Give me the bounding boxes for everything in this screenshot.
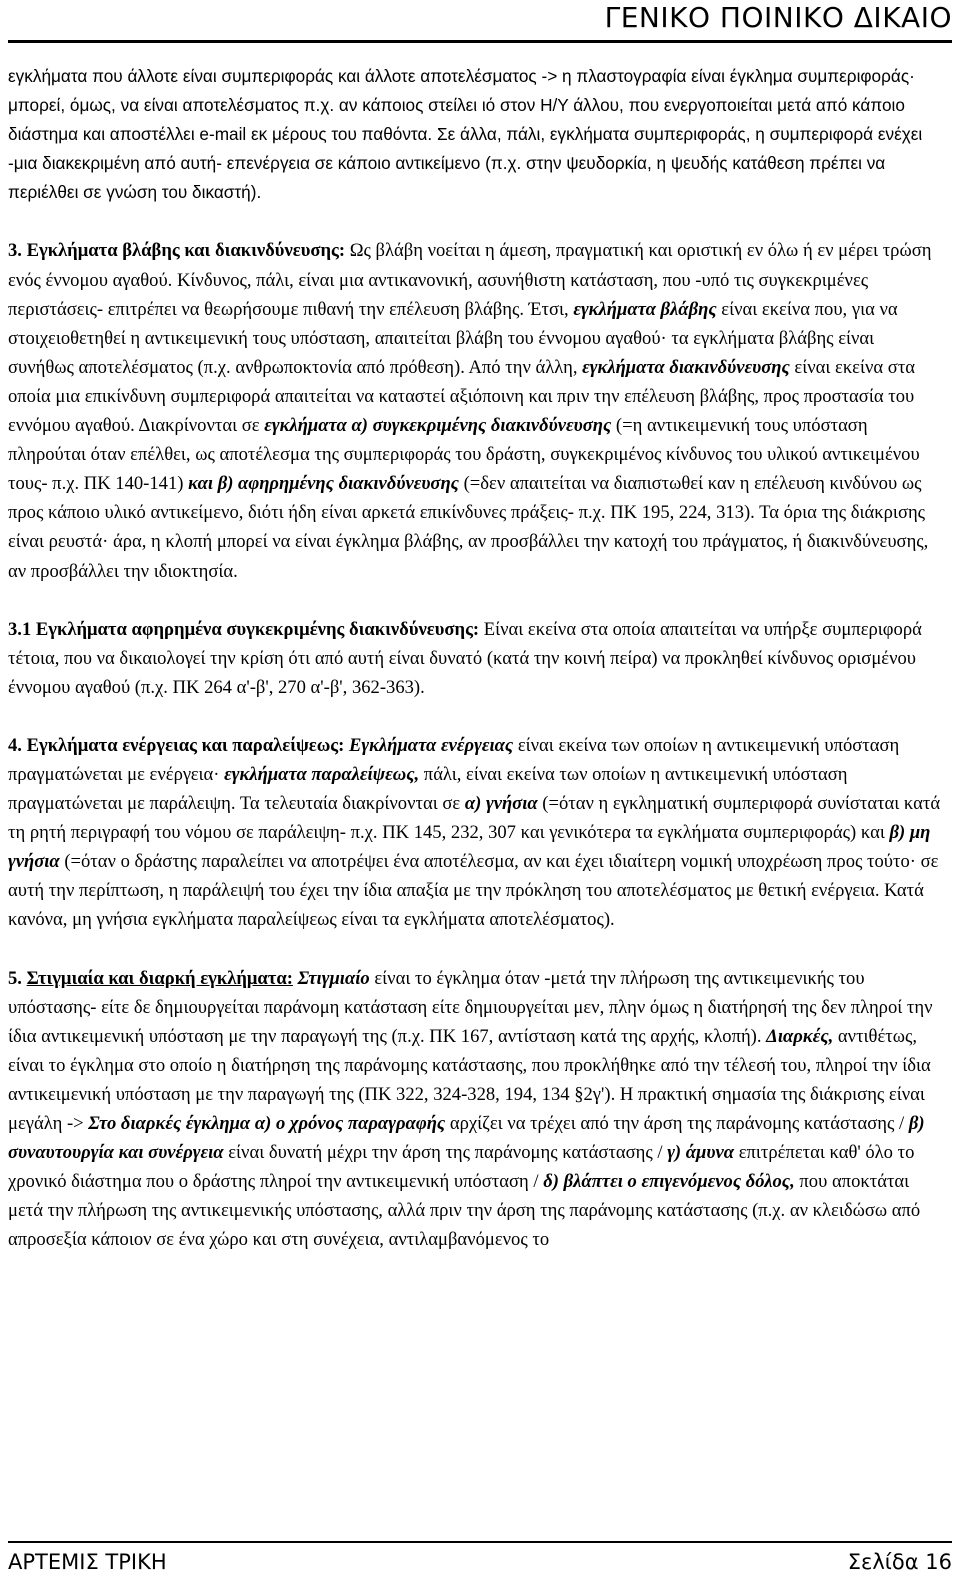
paragraph-gap	[8, 586, 944, 615]
intro-paragraph	[8, 62, 944, 207]
page-content	[8, 62, 944, 1254]
section-5-emph-4: β) συναυτουργία και συνέργεια	[8, 1113, 925, 1164]
header-title: ΓΕΝΙΚΟ ΠΟΙΝΙΚΟ ΔΙΚΑΙΟ	[604, 1, 952, 34]
section-5-emph-6: δ) βλάπτει	[543, 1171, 623, 1193]
section-5-text-7: που αποκτάται μετά την πλήρωση της αντικειμενικής υπόστασης, αλλά πριν την άρση της παράνομης κατάστασης (π.χ. αν κλειδώσω από απροσεξία κάποιον σε ένα χώρο και στη συνέχεια, αντιλαμβανόμενος το	[8, 1171, 921, 1251]
section-5-text-3: αρχίζει να τρέχει από την άρση της παράνομης κατάστασης /	[445, 1113, 909, 1134]
section-3-1-paragraph	[8, 615, 944, 702]
section-4-paragraph	[8, 731, 944, 935]
header-rule	[8, 40, 952, 43]
section-3-heading: Εγκλήματα βλάβης και διακινδύνευσης:	[26, 240, 346, 262]
section-3-number: 3.	[8, 240, 22, 262]
section-4-text-3: (=όταν η εγκληματική συμπεριφορά συνίσταται κατά τη ρητή περιγραφή του νόμου σε παράλειψη- π.χ. ΠΚ 145, 232, 307 και γενικότερα τα εγκλήματα συμπεριφοράς) και	[8, 793, 941, 844]
section-4-text-1: είναι εκείνα των οποίων η αντικειμενική υπόσταση πραγματώνεται με ενέργεια·	[8, 734, 900, 785]
section-5-text-2: αντιθέτως, είναι το έγκλημα στο οποίο η διατήρηση της παράνομης κατάστασης, που προκλήθηκε από την τέλεσή του, πληροί την ίδια αντικειμενική υπόσταση με την παραγωγή της (ΠΚ 322, 324-328, 194, 134 §2γ'). Η πρακτική σημασία της διάκρισης είναι μεγάλη ->	[8, 1025, 931, 1134]
intro-text: εγκλήματα που άλλοτε είναι συμπεριφοράς και άλλοτε αποτελέσματος -> η πλαστογραφία είναι έγκλημα συμπεριφοράς· μπορεί, όμως, να είναι αποτελέσματος π.χ. αν κάποιος στείλει ιό στον Η/Υ άλλου, που ενεργοποιείται μετά από κάποιο διάστημα και αποστέλλει e-mail εκ μέρους του παθόντα. Σε άλλα, πάλι, εγκλήματα συμπεριφοράς, η συμπεριφορά ενέχει -μια διακεκριμένη από αυτή- επενέργεια σε κάποιο αντικείμενο (π.χ. στην ψευδορκία, η ψευδής κατάθεση πρέπει να περιέλθει σε γνώση του δικαστή).	[8, 66, 923, 203]
paragraph-gap	[8, 702, 944, 731]
section-5-heading: Στιγμιαία και διαρκή εγκλήματα:	[26, 967, 293, 989]
section-4-text-4: (=όταν ο δράστης παραλείπει να αποτρέψει ένα αποτέλεσμα, αν και έχει ιδιαίτερη νομική υποχρέωση προς τούτο· σε αυτή την περίπτωση, η παράλειψή του έχει την ίδια απαξία με την πρόκληση του αποτελέσματος με θετική ενέργεια. Κατά κανόνα, μη γνήσια εγκλήματα παραλείψεως είναι τα εγκλήματα αποτελέσματος).	[8, 851, 939, 931]
section-4-number: 4.	[8, 734, 22, 756]
footer-rule	[8, 1541, 952, 1543]
paragraph-gap	[8, 207, 944, 236]
section-5-text-1: είναι το έγκλημα όταν -μετά την πλήρωση της αντικειμενικής του υπόστασης- είτε δε δημιουργείται παράνομη κατάσταση είτε δημιουργείται μεν, πλην όμως η διατήρησή της δεν πληροί την ίδια αντικειμενική υπόσταση με την παραγωγή της (π.χ. ΠΚ 167, αντίσταση κατά της αρχής, κλοπή).	[8, 967, 933, 1047]
section-3-1-heading: 3.1 Εγκλήματα αφηρημένα συγκεκριμένης διακινδύνευσης:	[8, 618, 480, 640]
footer-page-number: Σελίδα 16	[847, 1550, 952, 1574]
section-4-emph-3: α) γνήσια	[464, 793, 538, 815]
section-3-text-3: είναι εκείνα που, για να στοιχειοθετηθεί η αντικειμενική τους υπόσταση, απαιτείται βλάβη του έννομου αγαθού· τα εγκλήματα βλάβης είναι συνήθως αποτελέσματος (π.χ. ανθρωποκτονία από πρόθεση). Από την άλλη,	[8, 298, 898, 378]
section-3-emph-2: εγκλήματα διακινδύνευσης	[582, 356, 790, 378]
section-3-emph-1: εγκλήματα βλάβης	[573, 298, 717, 320]
section-5-emph-5: γ) άμυνα	[667, 1142, 735, 1164]
section-4-emph-2: εγκλήματα παραλείψεως,	[224, 763, 420, 785]
section-4-heading: Εγκλήματα ενέργειας και παραλείψεως:	[26, 734, 345, 756]
section-5-emph-3: Στο διαρκές έγκλημα α) ο χρόνος παραγραφής	[88, 1113, 446, 1134]
section-5-paragraph	[8, 964, 944, 1255]
section-5-emph-2: Διαρκές,	[766, 1025, 834, 1047]
page-footer	[8, 1546, 952, 1578]
section-3-text-2: Κίνδυνος, πάλι, είναι μια αντικανονική, ασυνήθιστη κατάσταση, που -υπό τις συγκεκριμένες περιστάσεις- επιτρέπει να θεωρήσουμε πιθανή την επέλευση βλάβης. Έτσι,	[8, 269, 869, 320]
section-5-number: 5.	[8, 967, 22, 989]
section-3-emph-4: και β) αφηρημένης διακινδύνευσης	[188, 473, 459, 495]
section-5-text-5: επιτρέπεται καθ' όλο το χρονικό διάστημα που ο δράστης πληροί την αντικειμενική υπόσταση /	[8, 1142, 915, 1193]
section-4-text-2: πάλι, είναι εκείνα των οποίων η αντικειμενική υπόσταση πραγματώνεται με παράλειψη. Τα τελευταία διακρίνονται σε	[8, 763, 848, 815]
section-5-emph-7: ο επιγενόμενος δόλος,	[627, 1171, 795, 1193]
section-3-emph-3: εγκλήματα α) συγκεκριμένης διακινδύνευσης	[264, 415, 612, 437]
section-3-text-4: είναι εκείνα στα οποία μια επικίνδυνη συμπεριφορά απαιτείται να καταστεί αξιόποινη και πριν την επέλευση βλάβης, προς προστασία του εννόμου αγαθού. Διακρίνονται σε	[8, 356, 916, 437]
section-3-text-5: (=η αντικειμενική τους υπόσταση πληρούται όταν επέλθει, ως αποτέλεσμα της συμπεριφοράς του δράστη, συγκεκριμένος κίνδυνος του υλικού αντικειμένου τους- π.χ. ΠΚ 140-141)	[8, 415, 920, 495]
section-3-1-text: Είναι εκείνα στα οποία απαιτείται να υπήρξε συμπεριφορά τέτοια, που να δικαιολογεί την κρίση ότι από αυτή είναι δυνατό (κατά την κοινή πείρα) να προκληθεί κίνδυνος ορισμένου έννομου αγαθού (π.χ. ΠΚ 264 α'-β', 270 α'-β', 362-363).	[8, 618, 922, 698]
paragraph-gap	[8, 935, 944, 964]
section-4-emph-1: Εγκλήματα ενέργειας	[349, 734, 514, 756]
section-4-emph-4: β) μη γνήσια	[8, 822, 931, 873]
section-5-emph-1: Στιγμιαίο	[297, 967, 370, 989]
section-5-text-4: είναι δυνατή μέχρι την άρση της παράνομης κατάστασης /	[223, 1142, 668, 1164]
section-3-paragraph	[8, 236, 944, 585]
section-3-text-6: (=δεν απαιτείται να διαπιστωθεί καν η επέλευση κινδύνου ως προς κάποιο υλικό αντικείμενο, διότι ήδη είναι αρκετά επικίνδυνες πράξεις- π.χ. ΠΚ 195, 224, 313). Τα όρια της διάκρισης είναι ρευστά· άρα, η κλοπή μπορεί να είναι έγκλημα βλάβης, αν προσβάλλει την κατοχή του πράγματος, ή διακινδύνευσης, αν προσβάλλει την ιδιοκτησία.	[8, 473, 929, 582]
footer-author: ΑΡΤΕΜΙΣ ΤΡΙΚΗ	[8, 1550, 167, 1574]
section-3-text-1: Ως βλάβη νοείται η άμεση, πραγματική και οριστική εν όλω ή εν μέρει τρώση ενός έννομου αγαθού.	[8, 240, 932, 291]
page-header	[8, 0, 952, 44]
